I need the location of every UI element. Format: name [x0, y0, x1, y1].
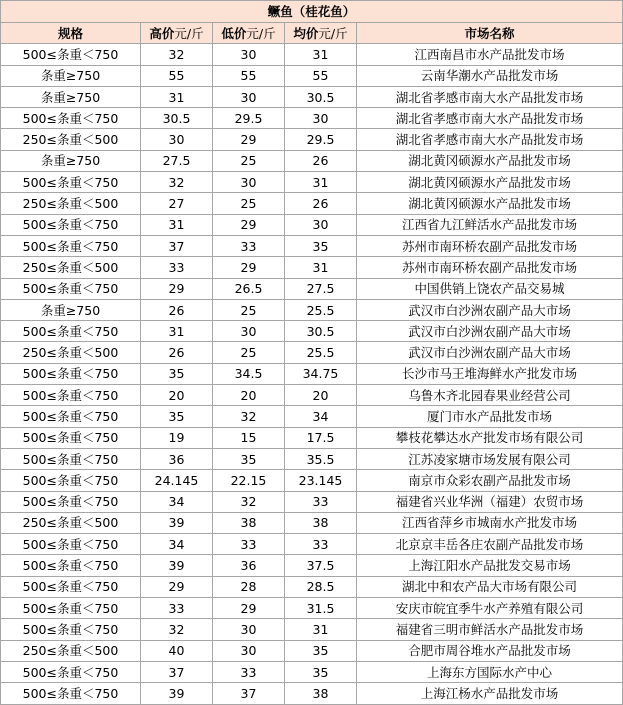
cell-avg: 27.5 — [285, 278, 357, 299]
cell-market: 湖北中和农产品大市场有限公司 — [357, 576, 623, 597]
cell-avg: 55 — [285, 65, 357, 86]
header-low-label: 低价 — [221, 25, 247, 41]
cell-market: 上海江杨水产品批发市场 — [357, 683, 623, 704]
cell-market: 湖北黄冈硕源水产品批发市场 — [357, 193, 623, 214]
cell-high: 36 — [141, 448, 213, 469]
cell-high: 33 — [141, 598, 213, 619]
cell-high: 33 — [141, 257, 213, 278]
cell-low: 29.5 — [213, 108, 285, 129]
cell-spec: 条重≥750 — [1, 299, 141, 320]
cell-avg: 17.5 — [285, 427, 357, 448]
table-row — [1, 363, 623, 384]
cell-spec: 500≤条重＜750 — [1, 172, 141, 193]
table-row — [1, 640, 623, 661]
cell-avg: 35 — [285, 640, 357, 661]
cell-avg: 28.5 — [285, 576, 357, 597]
cell-low: 32 — [213, 491, 285, 512]
cell-market: 湖北省孝感市南大水产品批发市场 — [357, 129, 623, 150]
header-low-unit: 元/斤 — [246, 25, 276, 41]
cell-market: 长沙市马王堆海鲜水产批发市场 — [357, 363, 623, 384]
cell-avg: 26 — [285, 193, 357, 214]
table-row — [1, 214, 623, 235]
cell-high: 30.5 — [141, 108, 213, 129]
header-avg-label: 均价 — [293, 25, 319, 41]
table-row — [1, 619, 623, 640]
cell-low: 30 — [213, 640, 285, 661]
cell-low: 22.15 — [213, 470, 285, 491]
header-avg — [285, 23, 357, 44]
cell-market: 中国供销上饶农产品交易城 — [357, 278, 623, 299]
header-avg-unit: 元/斤 — [318, 25, 348, 41]
cell-spec: 500≤条重＜750 — [1, 385, 141, 406]
cell-market: 上海东方国际水产中心 — [357, 661, 623, 682]
cell-avg: 35 — [285, 661, 357, 682]
cell-high: 35 — [141, 363, 213, 384]
cell-high: 40 — [141, 640, 213, 661]
cell-market: 苏州市南环桥农副产品批发市场 — [357, 235, 623, 256]
cell-market: 北京京丰岳各庄农副产品批发市场 — [357, 534, 623, 555]
table-row — [1, 299, 623, 320]
cell-avg: 23.145 — [285, 470, 357, 491]
cell-avg: 26 — [285, 150, 357, 171]
header-high-label: 高价 — [149, 25, 175, 41]
table-row — [1, 491, 623, 512]
table-row — [1, 534, 623, 555]
cell-market: 江西省九江鲜活水产品批发市场 — [357, 214, 623, 235]
cell-low: 25 — [213, 193, 285, 214]
cell-avg: 33 — [285, 491, 357, 512]
cell-market: 南京市众彩农副产品批发市场 — [357, 470, 623, 491]
cell-spec: 500≤条重＜750 — [1, 363, 141, 384]
table-row — [1, 108, 623, 129]
cell-avg: 34.75 — [285, 363, 357, 384]
cell-high: 34 — [141, 491, 213, 512]
table-row — [1, 683, 623, 704]
cell-low: 25 — [213, 150, 285, 171]
cell-high: 29 — [141, 278, 213, 299]
table-row — [1, 150, 623, 171]
cell-low: 25 — [213, 342, 285, 363]
cell-avg: 31 — [285, 172, 357, 193]
cell-avg: 35.5 — [285, 448, 357, 469]
table-row — [1, 321, 623, 342]
cell-high: 39 — [141, 683, 213, 704]
cell-spec: 500≤条重＜750 — [1, 491, 141, 512]
cell-low: 29 — [213, 214, 285, 235]
cell-high: 39 — [141, 555, 213, 576]
table-title-row — [1, 1, 623, 23]
header-low — [213, 23, 285, 44]
cell-avg: 31.5 — [285, 598, 357, 619]
cell-high: 37 — [141, 235, 213, 256]
cell-avg: 34 — [285, 406, 357, 427]
cell-market: 湖北黄冈硕源水产品批发市场 — [357, 150, 623, 171]
cell-spec: 500≤条重＜750 — [1, 214, 141, 235]
cell-high: 27 — [141, 193, 213, 214]
cell-low: 38 — [213, 512, 285, 533]
cell-market: 江苏凌家塘市场发展有限公司 — [357, 448, 623, 469]
cell-low: 15 — [213, 427, 285, 448]
cell-high: 31 — [141, 214, 213, 235]
cell-low: 33 — [213, 235, 285, 256]
table-row — [1, 65, 623, 86]
cell-spec: 250≤条重＜500 — [1, 129, 141, 150]
cell-spec: 条重≥750 — [1, 86, 141, 107]
cell-market: 武汉市白沙洲农副产品大市场 — [357, 321, 623, 342]
cell-spec: 500≤条重＜750 — [1, 448, 141, 469]
cell-spec: 500≤条重＜750 — [1, 661, 141, 682]
table-row — [1, 235, 623, 256]
cell-high: 27.5 — [141, 150, 213, 171]
cell-low: 30 — [213, 619, 285, 640]
cell-spec: 250≤条重＜500 — [1, 257, 141, 278]
cell-avg: 29.5 — [285, 129, 357, 150]
cell-market: 云南华潮水产品批发市场 — [357, 65, 623, 86]
table-title: 鳜鱼（桂花鱼） — [1, 1, 623, 23]
header-high-unit: 元/斤 — [174, 25, 204, 41]
cell-high: 31 — [141, 321, 213, 342]
cell-avg: 20 — [285, 385, 357, 406]
table-row — [1, 342, 623, 363]
cell-high: 20 — [141, 385, 213, 406]
header-high — [141, 23, 213, 44]
cell-low: 35 — [213, 448, 285, 469]
cell-spec: 500≤条重＜750 — [1, 427, 141, 448]
table-row — [1, 278, 623, 299]
cell-spec: 500≤条重＜750 — [1, 321, 141, 342]
cell-avg: 35 — [285, 235, 357, 256]
cell-low: 33 — [213, 534, 285, 555]
cell-low: 29 — [213, 257, 285, 278]
cell-avg: 37.5 — [285, 555, 357, 576]
cell-market: 武汉市白沙洲农副产品大市场 — [357, 299, 623, 320]
table-row — [1, 576, 623, 597]
table-row — [1, 427, 623, 448]
cell-low: 29 — [213, 598, 285, 619]
cell-low: 28 — [213, 576, 285, 597]
table-row — [1, 555, 623, 576]
cell-spec: 条重≥750 — [1, 65, 141, 86]
cell-market: 福建省兴业华洲（福建）农贸市场 — [357, 491, 623, 512]
cell-spec: 500≤条重＜750 — [1, 619, 141, 640]
cell-market: 武汉市白沙洲农副产品大市场 — [357, 342, 623, 363]
cell-high: 19 — [141, 427, 213, 448]
cell-market: 湖北黄冈硕源水产品批发市场 — [357, 172, 623, 193]
table-row — [1, 406, 623, 427]
cell-spec: 500≤条重＜750 — [1, 235, 141, 256]
cell-spec: 250≤条重＜500 — [1, 640, 141, 661]
cell-high: 31 — [141, 86, 213, 107]
cell-spec: 500≤条重＜750 — [1, 598, 141, 619]
cell-high: 26 — [141, 299, 213, 320]
table-header-row — [1, 23, 623, 44]
cell-low: 20 — [213, 385, 285, 406]
table-row — [1, 172, 623, 193]
cell-spec: 500≤条重＜750 — [1, 108, 141, 129]
cell-market: 安庆市皖宜季牛水产养殖有限公司 — [357, 598, 623, 619]
cell-market: 厦门市水产品批发市场 — [357, 406, 623, 427]
cell-spec: 250≤条重＜500 — [1, 193, 141, 214]
table-row — [1, 193, 623, 214]
cell-low: 30 — [213, 172, 285, 193]
table-row — [1, 661, 623, 682]
cell-low: 25 — [213, 299, 285, 320]
cell-low: 34.5 — [213, 363, 285, 384]
cell-market: 苏州市南环桥农副产品批发市场 — [357, 257, 623, 278]
table-row — [1, 257, 623, 278]
header-spec: 规格 — [1, 23, 141, 44]
cell-spec: 500≤条重＜750 — [1, 406, 141, 427]
cell-low: 29 — [213, 129, 285, 150]
cell-avg: 31 — [285, 619, 357, 640]
cell-spec: 条重≥750 — [1, 150, 141, 171]
cell-high: 32 — [141, 44, 213, 65]
cell-avg: 30.5 — [285, 86, 357, 107]
cell-market: 合肥市周谷堆水产品批发市场 — [357, 640, 623, 661]
cell-spec: 250≤条重＜500 — [1, 512, 141, 533]
cell-low: 36 — [213, 555, 285, 576]
cell-low: 55 — [213, 65, 285, 86]
cell-spec: 500≤条重＜750 — [1, 555, 141, 576]
table-row — [1, 129, 623, 150]
cell-market: 江西南昌市水产品批发市场 — [357, 44, 623, 65]
cell-avg: 30 — [285, 108, 357, 129]
cell-market: 江西省萍乡市城南水产批发市场 — [357, 512, 623, 533]
cell-avg: 25.5 — [285, 342, 357, 363]
cell-avg: 33 — [285, 534, 357, 555]
cell-high: 39 — [141, 512, 213, 533]
cell-low: 30 — [213, 44, 285, 65]
cell-avg: 30 — [285, 214, 357, 235]
cell-low: 30 — [213, 321, 285, 342]
table-row — [1, 385, 623, 406]
table-row — [1, 470, 623, 491]
cell-high: 30 — [141, 129, 213, 150]
cell-spec: 500≤条重＜750 — [1, 470, 141, 491]
cell-high: 35 — [141, 406, 213, 427]
cell-high: 29 — [141, 576, 213, 597]
cell-spec: 500≤条重＜750 — [1, 278, 141, 299]
cell-low: 32 — [213, 406, 285, 427]
cell-high: 32 — [141, 172, 213, 193]
cell-spec: 500≤条重＜750 — [1, 576, 141, 597]
cell-low: 30 — [213, 86, 285, 107]
table-row — [1, 86, 623, 107]
cell-market: 福建省三明市鲜活水产品批发市场 — [357, 619, 623, 640]
cell-avg: 38 — [285, 683, 357, 704]
cell-spec: 500≤条重＜750 — [1, 534, 141, 555]
table-row — [1, 598, 623, 619]
cell-spec: 250≤条重＜500 — [1, 342, 141, 363]
cell-market: 乌鲁木齐北园春果业经营公司 — [357, 385, 623, 406]
cell-low: 26.5 — [213, 278, 285, 299]
cell-spec: 500≤条重＜750 — [1, 44, 141, 65]
cell-avg: 38 — [285, 512, 357, 533]
cell-high: 34 — [141, 534, 213, 555]
cell-avg: 30.5 — [285, 321, 357, 342]
cell-high: 55 — [141, 65, 213, 86]
cell-low: 33 — [213, 661, 285, 682]
table-row — [1, 512, 623, 533]
cell-high: 37 — [141, 661, 213, 682]
cell-avg: 31 — [285, 257, 357, 278]
cell-high: 24.145 — [141, 470, 213, 491]
table-row — [1, 448, 623, 469]
cell-avg: 25.5 — [285, 299, 357, 320]
cell-avg: 31 — [285, 44, 357, 65]
cell-high: 26 — [141, 342, 213, 363]
cell-spec: 500≤条重＜750 — [1, 683, 141, 704]
cell-market: 湖北省孝感市南大水产品批发市场 — [357, 108, 623, 129]
cell-market: 上海江阳水产品批发交易市场 — [357, 555, 623, 576]
cell-market: 攀枝花攀达水产批发市场有限公司 — [357, 427, 623, 448]
table-body — [1, 44, 623, 704]
cell-high: 32 — [141, 619, 213, 640]
cell-market: 湖北省孝感市南大水产品批发市场 — [357, 86, 623, 107]
table-row — [1, 44, 623, 65]
header-market: 市场名称 — [357, 23, 623, 44]
cell-low: 37 — [213, 683, 285, 704]
